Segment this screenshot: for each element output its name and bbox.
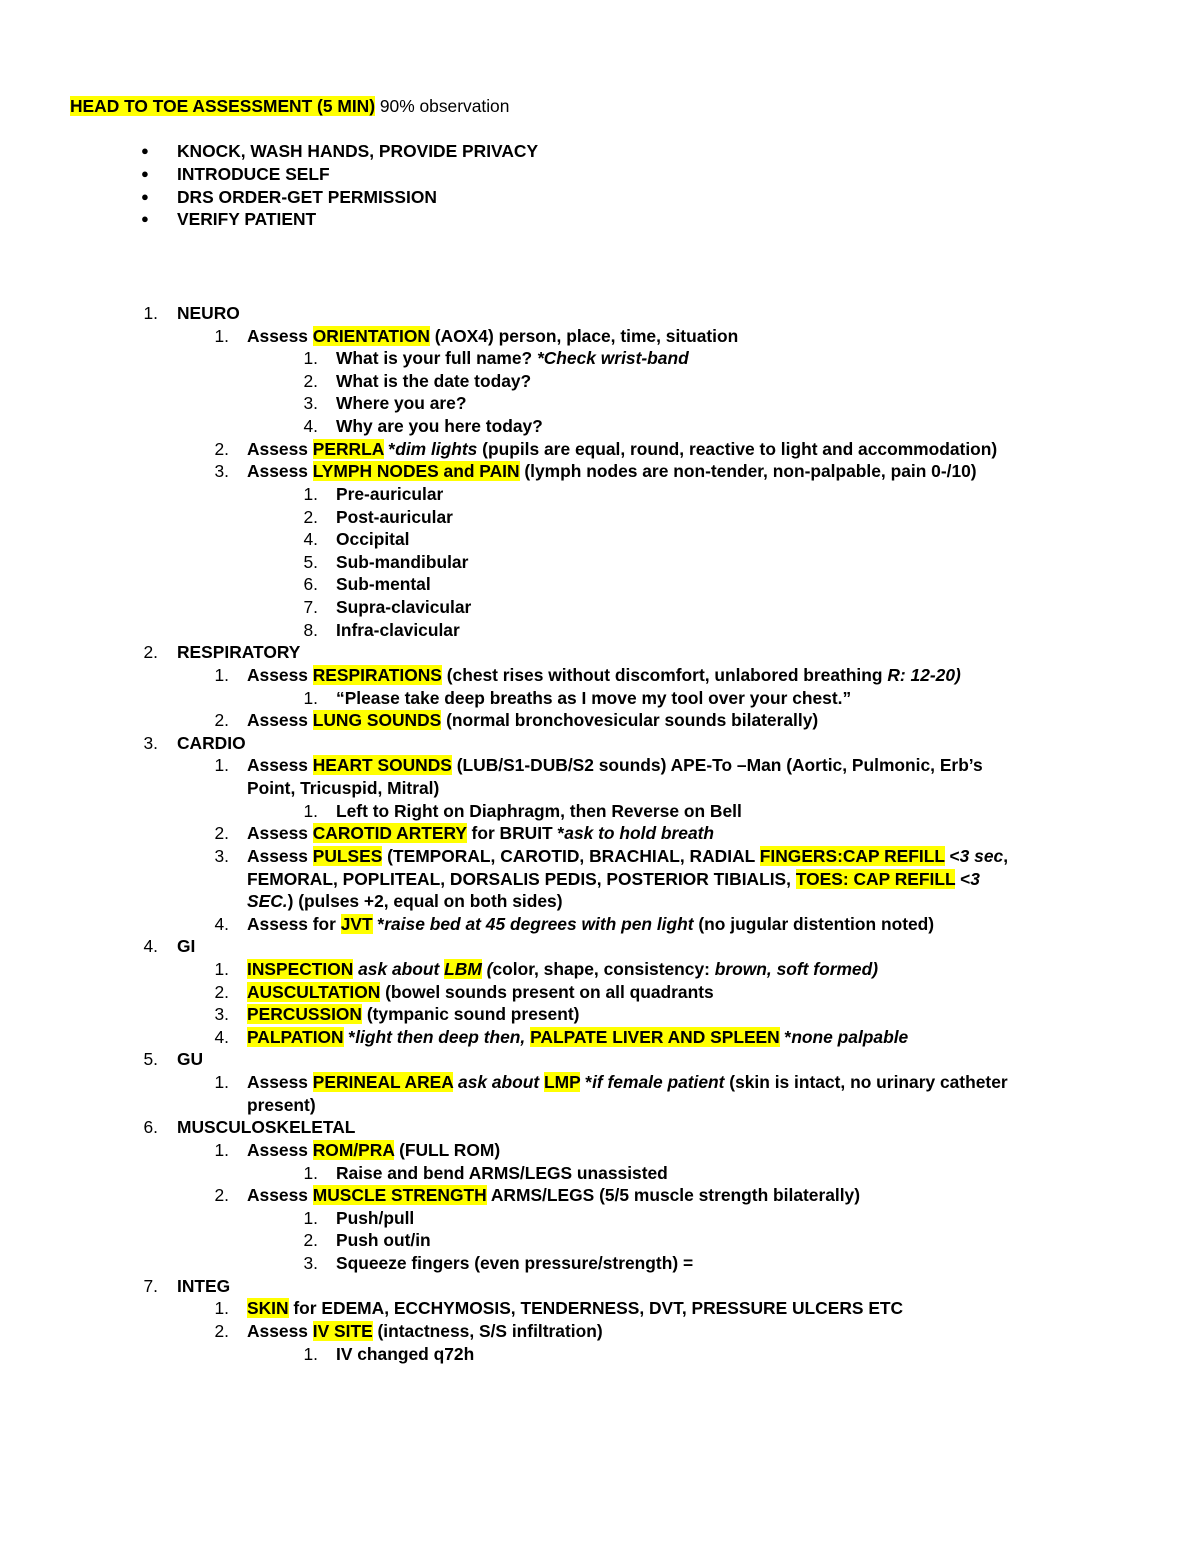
text-run: * — [343, 1026, 356, 1047]
highlighted-term: PERRLA — [312, 438, 384, 459]
text-run: Assess — [247, 438, 313, 459]
list-marker: 2. — [303, 1230, 318, 1251]
bullet-item: DRS ORDER-GET PERMISSION — [177, 186, 437, 207]
text-run: Occipital — [336, 529, 410, 550]
text-run: What is your full name? — [336, 348, 537, 369]
text-run: light then deep then, — [355, 1026, 531, 1047]
list-marker: 1. — [303, 1162, 318, 1183]
section-heading — [177, 732, 246, 754]
list-item — [247, 1184, 860, 1206]
highlighted-term: MUSCLE STRENGTH — [312, 1185, 487, 1206]
text-run: * — [372, 913, 385, 934]
list-marker: 4. — [143, 936, 158, 957]
list-item — [247, 438, 997, 460]
list-item — [336, 1207, 414, 1229]
text-run: Assess — [247, 823, 313, 844]
text-run: Infra-clavicular — [336, 619, 460, 640]
text-run: (AOX4) person, place, time, situation — [429, 325, 739, 346]
text-run: Squeeze fingers (even pressure/strength) = — [336, 1253, 694, 1274]
highlighted-term: HEART SOUNDS — [312, 755, 452, 776]
list-item — [247, 460, 977, 482]
highlighted-term: PALPATION — [247, 1026, 344, 1047]
list-item — [247, 1297, 903, 1319]
list-item-continuation — [247, 777, 439, 799]
list-item — [336, 1229, 431, 1251]
bullet-dot: ● — [141, 188, 149, 204]
list-item — [247, 981, 714, 1003]
list-item — [247, 1003, 579, 1025]
highlighted-term: TOES: CAP REFILL — [795, 868, 956, 889]
list-marker: 1. — [214, 1139, 229, 1160]
text-run: * — [383, 438, 396, 459]
list-marker: 4. — [214, 1026, 229, 1047]
text-run: INTEG — [177, 1275, 231, 1296]
list-marker: 3. — [214, 845, 229, 866]
text-run: brown, soft formed) — [714, 958, 879, 979]
list-marker: 2. — [214, 1185, 229, 1206]
text-run: GI — [177, 936, 196, 957]
section-heading — [177, 1275, 230, 1297]
list-marker: 4. — [214, 913, 229, 934]
section-heading — [177, 935, 195, 957]
text-run: Raise and bend ARMS/LEGS unassisted — [336, 1162, 668, 1183]
text-run: 3 — [970, 868, 980, 889]
list-item — [247, 754, 983, 776]
text-run: raise bed at 45 degrees with pen light — [384, 913, 694, 934]
list-marker: 1. — [214, 755, 229, 776]
text-run: present) — [247, 1094, 316, 1115]
text-run: *Check wrist-band — [536, 348, 689, 369]
text-run: Assess — [247, 755, 313, 776]
list-marker: 1. — [303, 483, 318, 504]
list-marker: 1. — [214, 1298, 229, 1319]
text-run: MUSCULOSKELETAL — [177, 1117, 356, 1138]
text-run: (TEMPORAL, CAROTID, BRACHIAL, RADIAL — [382, 845, 760, 866]
text-run: Where you are? — [336, 393, 467, 414]
text-run: Push out/in — [336, 1230, 431, 1251]
text-run: (pupils are equal, round, reactive to light and accommodation) — [477, 438, 998, 459]
text-run: Assess for — [247, 913, 341, 934]
list-marker: 1. — [214, 958, 229, 979]
list-item — [247, 664, 961, 686]
list-marker: 8. — [303, 619, 318, 640]
list-item-continuation — [247, 890, 563, 912]
list-marker: 3. — [143, 732, 158, 753]
list-marker: 7. — [143, 1275, 158, 1296]
list-marker: 3. — [303, 1253, 318, 1274]
text-run: ask about — [458, 1072, 545, 1093]
list-marker: 1. — [214, 325, 229, 346]
section-heading — [177, 1116, 355, 1138]
list-marker: 2. — [214, 1320, 229, 1341]
text-run: (lymph nodes are non-tender, non-palpable, pain 0-/10) — [519, 461, 977, 482]
list-marker: 4. — [303, 416, 318, 437]
list-item — [336, 370, 531, 392]
highlighted-term: PULSES — [312, 845, 383, 866]
page-title — [70, 94, 509, 118]
text-run: Assess — [247, 1139, 313, 1160]
highlighted-term: LBM — [444, 958, 482, 979]
text-run: FEMORAL, POPLITEAL, DORSALIS PEDIS, POSTERIOR TIBIALIS, — [247, 868, 796, 889]
text-run: Sub-mental — [336, 574, 431, 595]
text-run: Post-auricular — [336, 506, 453, 527]
text-run: 3 sec — [959, 845, 1004, 866]
list-item — [336, 483, 443, 505]
text-run: Assess — [247, 664, 313, 685]
text-run: Assess — [247, 461, 313, 482]
highlighted-term: PALPATE LIVER AND SPLEEN — [530, 1026, 780, 1047]
list-item — [336, 1343, 474, 1365]
highlighted-term: CAROTID ARTERY — [312, 823, 467, 844]
list-item — [247, 822, 714, 844]
text-run: < — [944, 845, 960, 866]
list-item — [336, 1162, 668, 1184]
list-marker: 6. — [303, 574, 318, 595]
list-item — [336, 347, 689, 369]
text-run: Point, Tricuspid, Mitral) — [247, 778, 440, 799]
text-run: RESPIRATORY — [177, 642, 301, 663]
highlighted-term: PERINEAL AREA — [312, 1072, 454, 1093]
list-item — [336, 1252, 693, 1274]
list-item — [247, 958, 878, 980]
list-marker: 5. — [143, 1049, 158, 1070]
highlighted-term: SKIN — [247, 1298, 289, 1319]
text-run: (bowel sounds present on all quadrants — [380, 981, 714, 1002]
text-run: What is the date today? — [336, 370, 532, 391]
list-item — [336, 596, 471, 618]
list-marker: 3. — [214, 1004, 229, 1025]
highlighted-term: LYMPH NODES and PAIN — [312, 461, 520, 482]
highlighted-term: LMP — [544, 1072, 581, 1093]
text-run: CARDIO — [177, 732, 246, 753]
list-item — [336, 573, 431, 595]
list-marker: 7. — [303, 597, 318, 618]
text-run: Assess — [247, 845, 313, 866]
text-run: (FULL ROM) — [394, 1139, 501, 1160]
bullet-dot: ● — [141, 211, 149, 227]
text-run: Left to Right on Diaphragm, then Reverse on Bell — [336, 800, 742, 821]
text-run: R: 12-20) — [887, 664, 961, 685]
text-run: ( — [481, 958, 493, 979]
section-heading — [177, 302, 240, 324]
text-run: if female patient — [592, 1072, 725, 1093]
list-marker: 2. — [303, 506, 318, 527]
text-run: ask about — [358, 958, 445, 979]
list-marker: 2. — [143, 642, 158, 663]
list-marker: 3. — [303, 393, 318, 414]
highlighted-term: INSPECTION — [247, 958, 354, 979]
text-run: Sub-mandibular — [336, 551, 469, 572]
list-marker: 1. — [303, 687, 318, 708]
section-heading — [177, 641, 300, 663]
bullet-item: VERIFY PATIENT — [177, 209, 317, 230]
text-run: Why are you here today? — [336, 416, 543, 437]
list-marker: 5. — [303, 551, 318, 572]
text-run: , — [1003, 845, 1009, 866]
highlighted-term: LUNG SOUNDS — [312, 710, 442, 731]
text-run: (no jugular distention noted) — [693, 913, 935, 934]
bullet-dot: ● — [141, 165, 149, 181]
highlighted-term: PERCUSSION — [247, 1004, 362, 1025]
title-subtitle: 90% observation — [379, 96, 510, 116]
list-item — [247, 913, 934, 935]
list-marker: 1. — [303, 1343, 318, 1364]
text-run: ARMS/LEGS (5/5 muscle strength bilaterally) — [486, 1185, 861, 1206]
list-item — [247, 1026, 908, 1048]
text-run: * — [779, 1026, 792, 1047]
text-run: Pre-auricular — [336, 483, 444, 504]
list-marker: 1. — [143, 303, 158, 323]
list-marker: 2. — [214, 710, 229, 731]
text-run: ask to hold breath — [564, 823, 715, 844]
list-marker: 4. — [303, 529, 318, 550]
list-marker: 1. — [214, 1072, 229, 1093]
text-run: color, shape, consistency: — [492, 958, 715, 979]
list-marker: 1. — [303, 348, 318, 369]
text-run: for BRUIT * — [466, 823, 565, 844]
text-run: Assess — [247, 1185, 313, 1206]
text-run: (tympanic sound present) — [362, 1004, 580, 1025]
text-run: Supra-clavicular — [336, 597, 472, 618]
text-run: (skin is intact, no urinary catheter — [724, 1072, 1008, 1093]
bullet-dot: ● — [141, 143, 149, 158]
bullet-item: INTRODUCE SELF — [177, 163, 330, 184]
list-marker: 1. — [214, 664, 229, 685]
list-item-continuation — [247, 1094, 316, 1116]
text-run: (LUB/S1-DUB/S2 sounds) APE-To –Man (Aortic, Pulmonic, Erb’s — [451, 755, 983, 776]
bullet-item: KNOCK, WASH HANDS, PROVIDE PRIVACY — [177, 141, 539, 161]
list-item-continuation — [247, 868, 980, 890]
list-marker: 3. — [214, 461, 229, 482]
highlighted-term: ROM/PRA — [312, 1139, 395, 1160]
text-run: none palpable — [791, 1026, 909, 1047]
highlighted-term: FINGERS:CAP REFILL — [759, 845, 945, 866]
list-item — [247, 1071, 1008, 1093]
highlighted-term: IV SITE — [312, 1320, 373, 1341]
text-run: NEURO — [177, 303, 240, 323]
list-marker: 2. — [214, 981, 229, 1002]
list-marker: 1. — [303, 800, 318, 821]
text-run: Assess — [247, 325, 313, 346]
list-item — [336, 415, 543, 437]
list-marker: 2. — [214, 438, 229, 459]
section-heading — [177, 1048, 203, 1070]
list-marker: 6. — [143, 1117, 158, 1138]
list-item — [336, 392, 466, 414]
list-item — [336, 619, 460, 641]
highlighted-term: JVT — [340, 913, 373, 934]
text-run: GU — [177, 1049, 204, 1070]
list-marker: 2. — [214, 823, 229, 844]
text-run: Assess — [247, 1320, 313, 1341]
text-run: * — [580, 1072, 593, 1093]
text-run: (normal bronchovesicular sounds bilaterally) — [441, 710, 819, 731]
list-item — [336, 506, 453, 528]
list-item — [247, 1139, 500, 1161]
text-run: for EDEMA, ECCHYMOSIS, TENDERNESS, DVT, PRESSURE ULCERS ETC — [288, 1298, 904, 1319]
text-run: < — [955, 868, 971, 889]
text-run: dim lights — [395, 438, 478, 459]
title-main: HEAD TO TOE ASSESSMENT (5 MIN) — [70, 96, 376, 116]
list-marker: 1. — [303, 1207, 318, 1228]
text-run: (intactness, S/S infiltration) — [372, 1320, 603, 1341]
list-item — [247, 325, 738, 347]
text-run: (chest rises without discomfort, unlabored breathing — [441, 664, 888, 685]
list-item — [247, 709, 818, 731]
list-item — [247, 845, 1008, 867]
text-run: Push/pull — [336, 1207, 415, 1228]
text-run: “Please take deep breaths as I move my tool over your chest.” — [336, 687, 852, 708]
list-item — [247, 1320, 603, 1342]
highlighted-term: AUSCULTATION — [247, 981, 381, 1002]
list-item — [336, 528, 409, 550]
text-run: Assess — [247, 1072, 313, 1093]
highlighted-term: ORIENTATION — [312, 325, 430, 346]
list-item — [336, 551, 468, 573]
text-run: SEC. — [247, 891, 288, 912]
list-item — [336, 687, 851, 709]
text-run: Assess — [247, 710, 313, 731]
list-item — [336, 800, 742, 822]
text-run: ) (pulses +2, equal on both sides) — [287, 891, 563, 912]
text-run: IV changed q72h — [336, 1343, 475, 1364]
highlighted-term: RESPIRATIONS — [312, 664, 442, 685]
list-marker: 2. — [303, 370, 318, 391]
